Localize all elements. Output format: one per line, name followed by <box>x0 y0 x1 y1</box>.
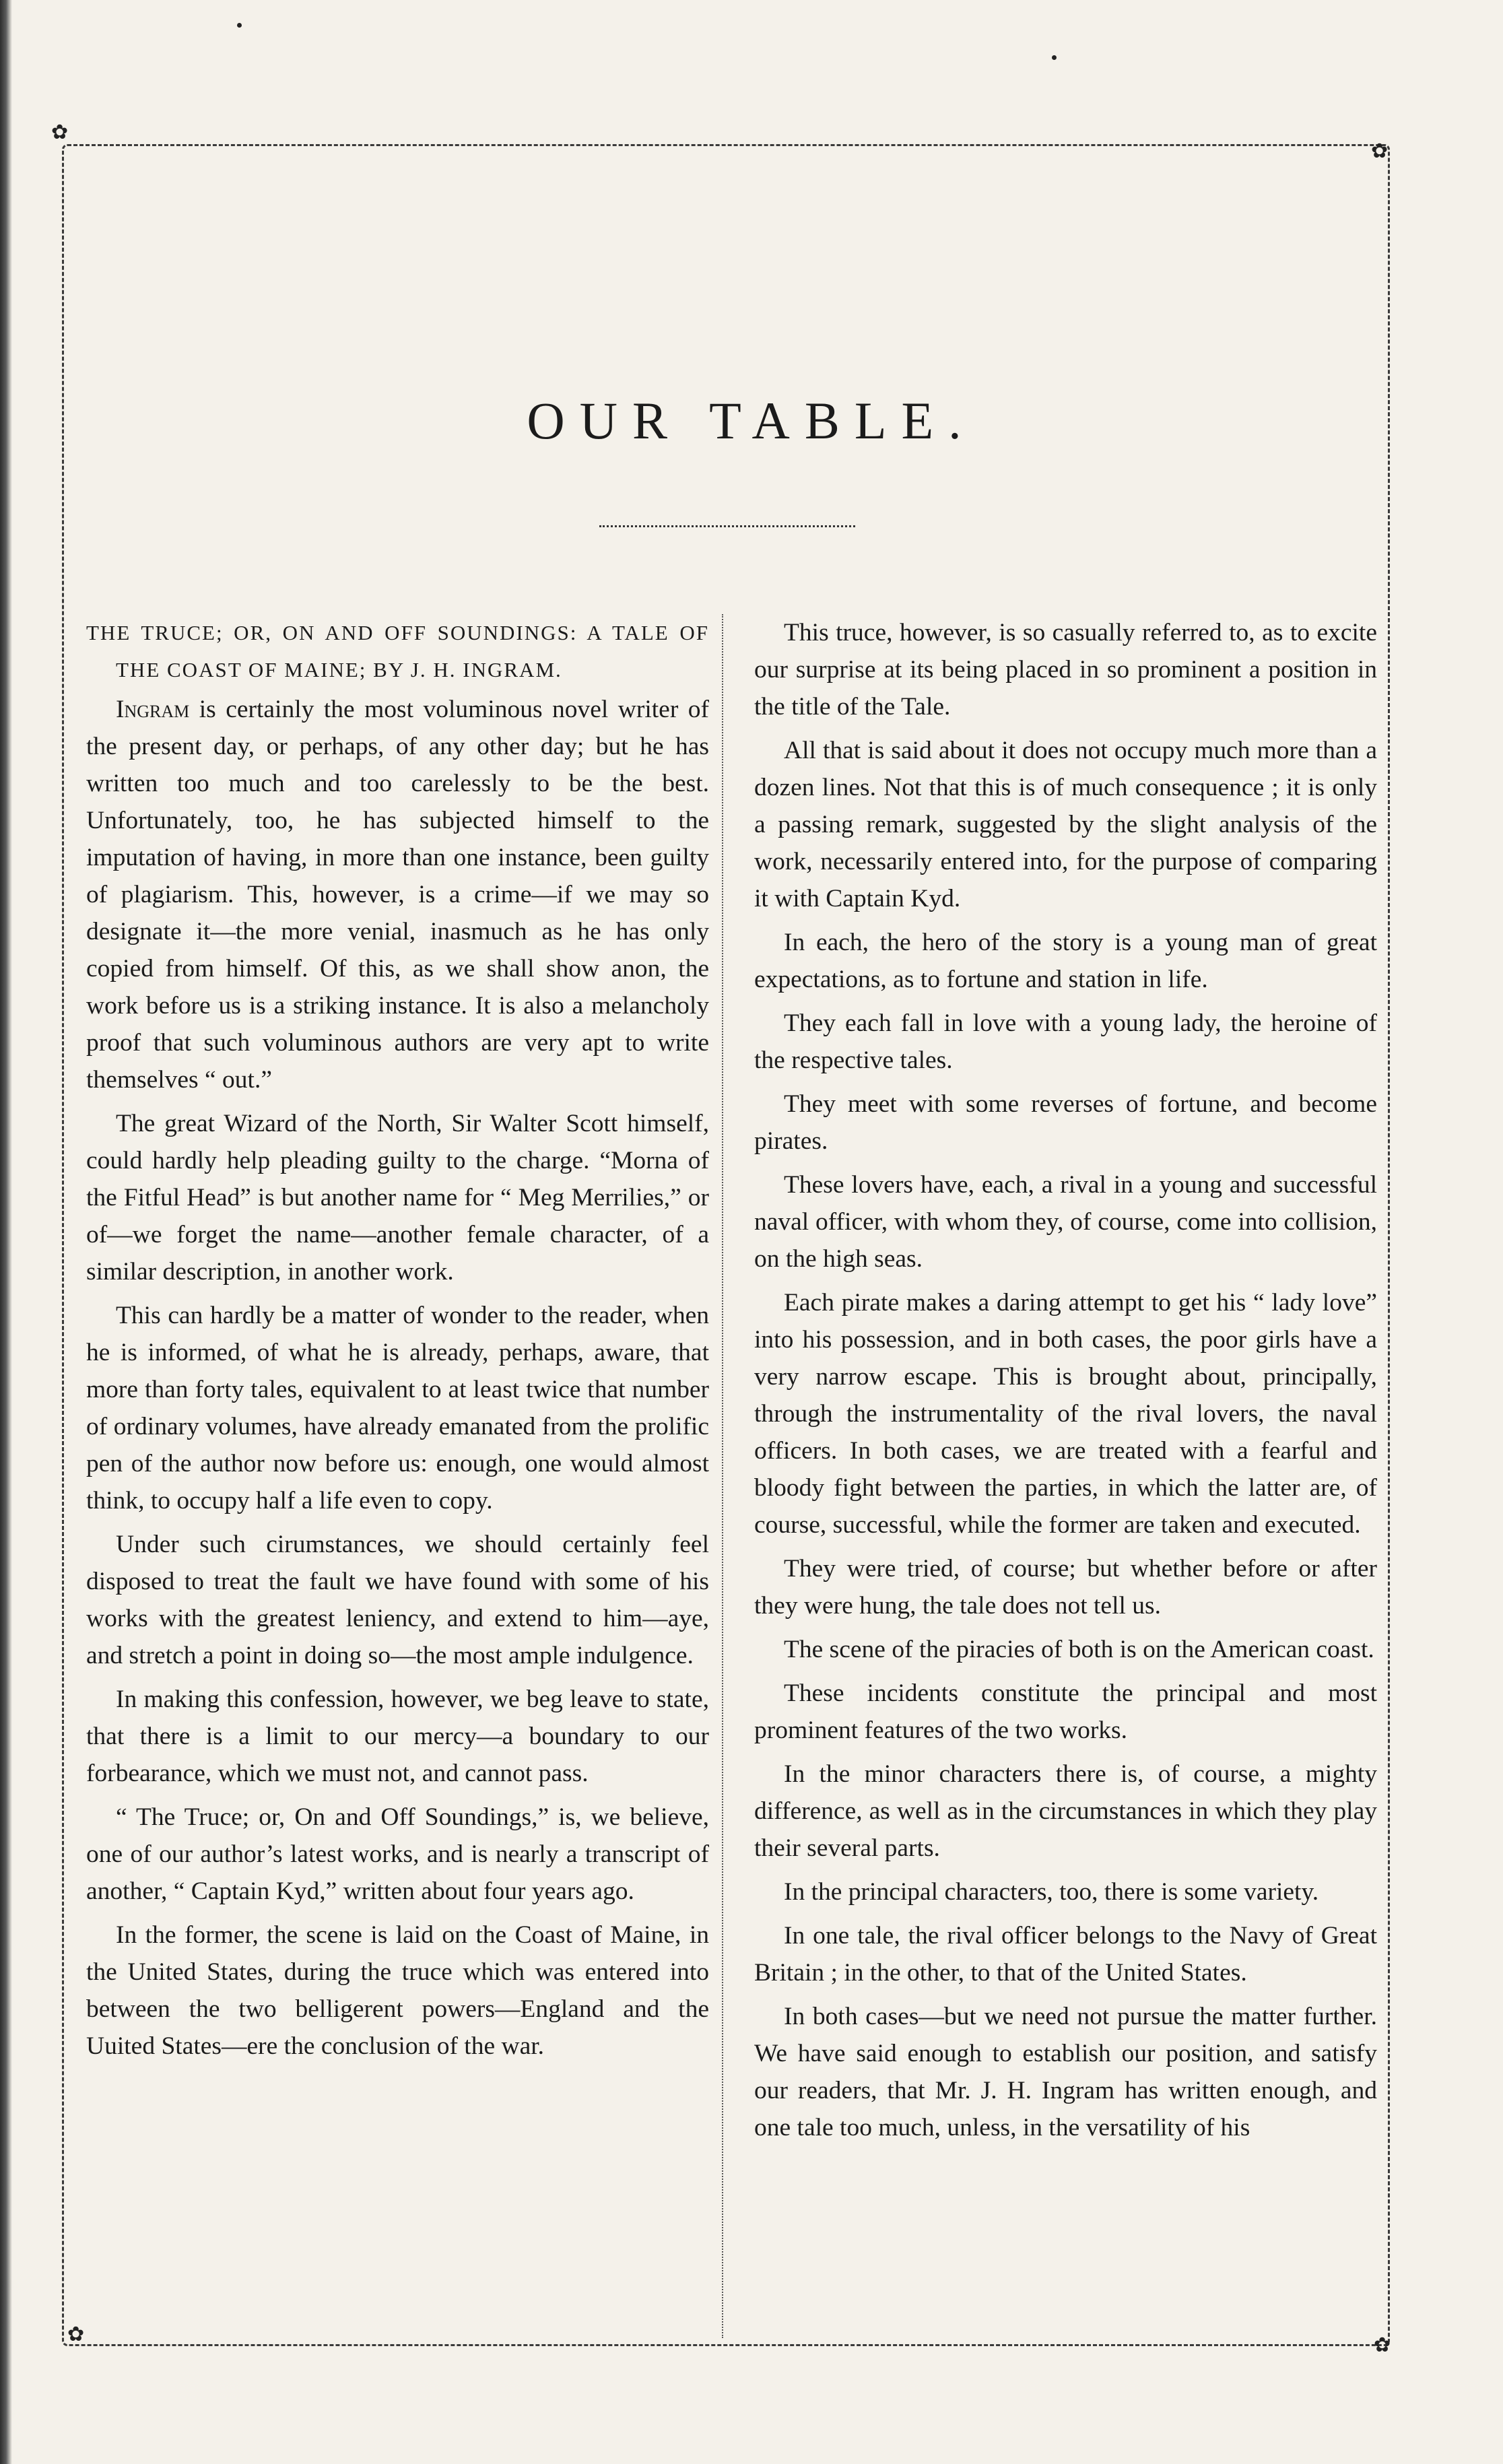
review-heading: THE TRUCE; OR, ON AND OFF SOUNDINGS: A TALE OF THE COAST OF MAINE; BY J. H. INGRAM. <box>86 621 709 681</box>
right-column <box>754 614 1377 2153</box>
paragraph: In the former, the scene is laid on the Coast of Maine, in the United States, during the truce which was entered into between the two belligerent powers—England and the Uuited States—ere the conclusion of the war. <box>86 1921 709 2060</box>
paragraph: In the minor characters there is, of course, a mighty difference, as well as in the circumstances in which they play their several parts. <box>754 1760 1377 1862</box>
corner-ornament-icon: ✿ <box>67 2323 85 2345</box>
paragraph: In both cases—but we need not pursue the matter further. We have said enough to establish our position, and satisfy our readers, that Mr. J. H. Ingram has written enough, and one tale too much, unless, in the versatility of his <box>754 2003 1377 2141</box>
corner-ornament-icon: ✿ <box>1374 2334 1391 2356</box>
paragraph: In making this confession, however, we beg leave to state, that there is a limit to our mercy—a boundary to our forbearance, which we must not, and cannot pass. <box>86 1686 709 1787</box>
paragraph: In each, the hero of the story is a young man of great expectations, as to fortune and station in life. <box>754 929 1377 993</box>
ink-speck <box>1052 55 1057 60</box>
paragraph: All that is said about it does not occupy much more than a dozen lines. Not that this is of much consequence ; it is only a passing remark, suggested by the slight analysis of the work, necessarily entered into, for the purpose of comparing it with Captain Kyd. <box>754 737 1377 912</box>
column-divider <box>722 614 723 2338</box>
paragraph: The scene of the piracies of both is on the American coast. <box>784 1636 1374 1663</box>
paragraph: In one tale, the rival officer belongs to the Navy of Great Britain ; in the other, to that of the United States. <box>754 1922 1377 1987</box>
book-spine-shadow <box>0 0 12 2464</box>
paragraph: In the principal characters, too, there is some variety. <box>784 1878 1319 1906</box>
paragraph: Under such cirumstances, we should certainly feel disposed to treat the fault we have found with some of his works with the greatest leniency, and extend to him—aye, and stretch a point in doing so—the most ample indulgence. <box>86 1531 709 1669</box>
paragraph: This truce, however, is so casually referred to, as to excite our surprise at its being placed in so prominent a position in the title of the Tale. <box>754 619 1377 721</box>
paragraph <box>86 691 709 1098</box>
left-column <box>86 614 709 2071</box>
paragraph: These lovers have, each, a rival in a young and successful naval officer, with whom they, of course, come into collision, on the high seas. <box>754 1171 1377 1273</box>
paragraph: “ The Truce; or, On and Off Soundings,” is, we believe, one of our author’s latest works, and is nearly a transcript of another, “ Captain Kyd,” written about four years ago. <box>86 1803 709 1905</box>
paragraph: The great Wizard of the North, Sir Walter Scott himself, could hardly help pleading guilty to the charge. “Morna of the Fitful Head” is but another name for “ Meg Merrilies,” or of—we forget the name—another female character, of a similar description, in another work. <box>86 1110 709 1286</box>
paragraph: This can hardly be a matter of wonder to the reader, when he is informed, of what he is already, perhaps, aware, that more than forty tales, equivalent to at least twice that number of ordinary volumes, have already emanated from the prolific pen of the author now before us: enough, one would almost think, to occupy half a life even to copy. <box>86 1302 709 1514</box>
ink-speck <box>237 23 242 28</box>
paragraph-text: is certainly the most voluminous novel writer of the present day, or perhaps, of any other day; but he has written too much and too carelessly to be the best. Unfortunately, too, he has subjected himself to the imputation of having, in more than one instance, been guilty of plagiarism. This, however, is a crime—if we may so designate it—the more venial, inasmuch as he has only copied from himself. Of this, as we shall show anon, the work before us is a striking instance. It is also a melancholy proof that such voluminous authors are very apt to write themselves “ out.” <box>86 696 709 1094</box>
page-title: OUR TABLE. <box>527 391 976 450</box>
lead-word: Ingram <box>116 696 190 723</box>
corner-ornament-icon: ✿ <box>51 121 69 143</box>
paragraph: They each fall in love with a young lady, the heroine of the respective tales. <box>754 1009 1377 1074</box>
paragraph: They were tried, of course; but whether before or after they were hung, the tale does not tell us. <box>754 1555 1377 1620</box>
paragraph: Each pirate makes a daring attempt to get his “ lady love” into his possession, and in both cases, the poor girls have a very narrow escape. This is brought about, principally, through the instrumentality of the rival lovers, the naval officers. In both cases, we are treated with a fearful and bloody fight between the parties, in which the latter are, of course, successful, while the former are taken and executed. <box>754 1289 1377 1539</box>
paragraph: These incidents constitute the principal and most prominent features of the two works. <box>754 1679 1377 1744</box>
title-rule <box>599 525 855 527</box>
corner-ornament-icon: ✿ <box>1371 140 1389 162</box>
paragraph: They meet with some reverses of fortune, and become pirates. <box>754 1090 1377 1155</box>
